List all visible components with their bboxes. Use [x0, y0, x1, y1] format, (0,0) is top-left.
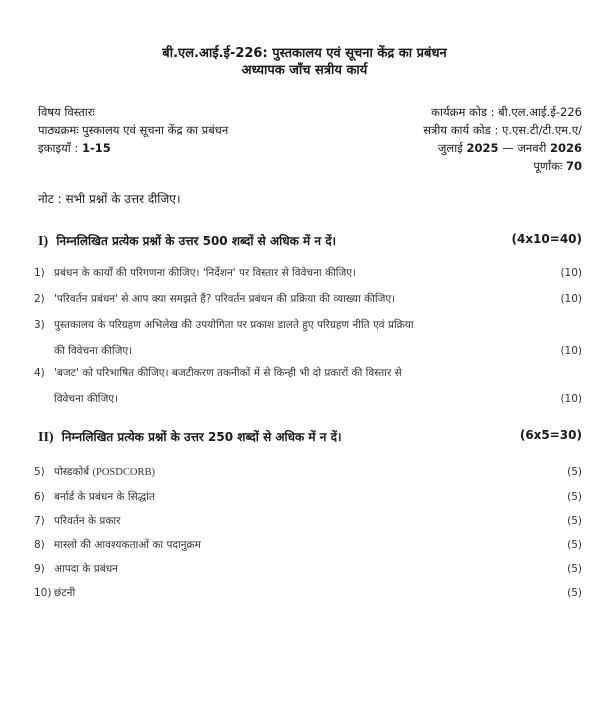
question-number: 9) [34, 563, 45, 575]
question-text: 'परिवर्तन प्रबंधन' से आप क्या समझते हैं? परिवर्तन प्रबंधन की प्रक्रिया की व्याख्या कीजिए। [54, 293, 396, 305]
note: नोट : सभी प्रश्नों के उत्तर दीजिए। [38, 192, 181, 206]
instruction-text: शब्दों से अधिक में न दें। [237, 430, 342, 444]
question-text: आपदा के प्रबंधन [54, 563, 118, 575]
question-5 [34, 460, 582, 485]
question-4 [34, 360, 582, 412]
question-3 [34, 312, 582, 364]
question-number: 10) [34, 587, 52, 599]
max-marks [423, 157, 582, 175]
question-marks: (10) [560, 293, 582, 305]
question-10 [34, 581, 582, 605]
question-text: परिवर्तन के प्रकार [54, 515, 121, 527]
question-2 [34, 286, 582, 312]
question-marks: (5) [567, 587, 582, 599]
assignment-code-label: सत्रीय कार्य कोड : [423, 123, 499, 137]
question-text-continued: विवेचना कीजिए। [54, 393, 119, 405]
question-number: 5) [34, 466, 45, 478]
question-number: 3) [34, 319, 45, 331]
question-8 [34, 533, 582, 557]
session-start-year: 2025 [466, 141, 499, 155]
question-7 [34, 509, 582, 533]
question-number: 6) [34, 491, 45, 503]
question-text: बर्नार्ड के प्रबंधन के सिद्धांत [54, 491, 155, 503]
question-number: 1) [34, 267, 45, 279]
question-number: 8) [34, 539, 45, 551]
section-number: I) [38, 234, 49, 249]
question-marks: (5) [567, 563, 582, 575]
session-start: जुलाई [437, 141, 463, 155]
section-instruction [38, 428, 342, 446]
course-name: पाठ्यक्रमः पुस्कालय एवं सूचना केंद्र का प्रबंधन [38, 123, 229, 137]
instruction-text: निम्नलिखित प्रत्येक प्रश्नों के उत्तर [56, 234, 199, 248]
assignment-code-value: ए.एस.टी/टी.एम.ए/ [501, 123, 582, 137]
meta-left [38, 103, 228, 157]
program-code [423, 103, 582, 121]
question-9 [34, 557, 582, 581]
question-marks: (10) [560, 345, 582, 357]
max-marks-value: 70 [565, 159, 582, 173]
session [423, 139, 582, 157]
question-number: 7) [34, 515, 45, 527]
units-label: इकाइयाँ : [38, 141, 79, 155]
meta-right [423, 103, 582, 175]
question-text: छंटनी [54, 587, 76, 599]
question-text: 'बजट' को परिभाषित कीजिए। बजटीकरण तकनीकों में से किन्ही भी दो प्रकारों की विस्तार से [54, 367, 402, 379]
program-code-label: कार्यक्रम कोड : [431, 105, 495, 119]
question-marks: (5) [567, 466, 582, 478]
section-number: II) [38, 430, 54, 445]
page-subtitle: अध्यापक जाँच सत्रीय कार्य [241, 63, 368, 78]
question-text: मास्लो की आवश्यकताओं का पदानुक्रम [54, 539, 201, 551]
section-heading [38, 232, 582, 250]
question-text-extra: (POSDCORB) [92, 467, 155, 478]
units-value: 1-15 [81, 141, 111, 155]
session-dash: — [502, 141, 514, 155]
question-marks: (5) [567, 515, 582, 527]
question-number: 4) [34, 367, 45, 379]
page-title: बी.एल.आई.ई-226: पुस्तकालय एवं सूचना केंद्र का प्रबंधन [162, 46, 447, 61]
question-number: 2) [34, 293, 45, 305]
assignment-code [423, 121, 582, 139]
question-marks: (10) [560, 393, 582, 405]
question-text: प्रबंधन के कार्यों की परिगणना कीजिए। 'निर्देशन' पर विस्तार से विवेचना कीजिए। [54, 267, 357, 279]
question-marks: (5) [567, 491, 582, 503]
session-end: जनवरी [517, 141, 547, 155]
question-6 [34, 485, 582, 509]
question-list-short [34, 460, 582, 605]
header [0, 45, 609, 79]
program-code-value: बी.एल.आई.ई-226 [498, 105, 582, 119]
max-marks-label: पूर्णांकः [533, 159, 563, 173]
question-1 [34, 260, 582, 286]
units [38, 139, 228, 157]
question-marks: (10) [560, 267, 582, 279]
section-instruction [38, 232, 336, 250]
question-text: पुस्तकालय के परिग्रहण अभिलेख की उपयोगिता पर प्रकाश डालते हुए परिग्रहण नीति एवं प्रक्रिया [54, 319, 414, 331]
session-end-year: 2026 [549, 141, 582, 155]
section-marks: (6x5=30) [519, 428, 582, 442]
instruction-text: शब्दों से अधिक में न दें। [231, 234, 337, 248]
subject-label: विषय विस्तारः [38, 105, 95, 119]
instruction-text: निम्नलिखित प्रत्येक प्रश्नों के उत्तर [61, 430, 204, 444]
section-marks: (4x10=40) [511, 232, 582, 246]
section-heading [38, 428, 582, 446]
question-marks: (5) [567, 539, 582, 551]
word-limit: 500 [202, 234, 228, 248]
question-text: पोस्डकोर्ब [54, 466, 90, 478]
word-limit: 250 [208, 430, 234, 444]
question-text-continued: की विवेचना कीजिए। [54, 345, 133, 357]
